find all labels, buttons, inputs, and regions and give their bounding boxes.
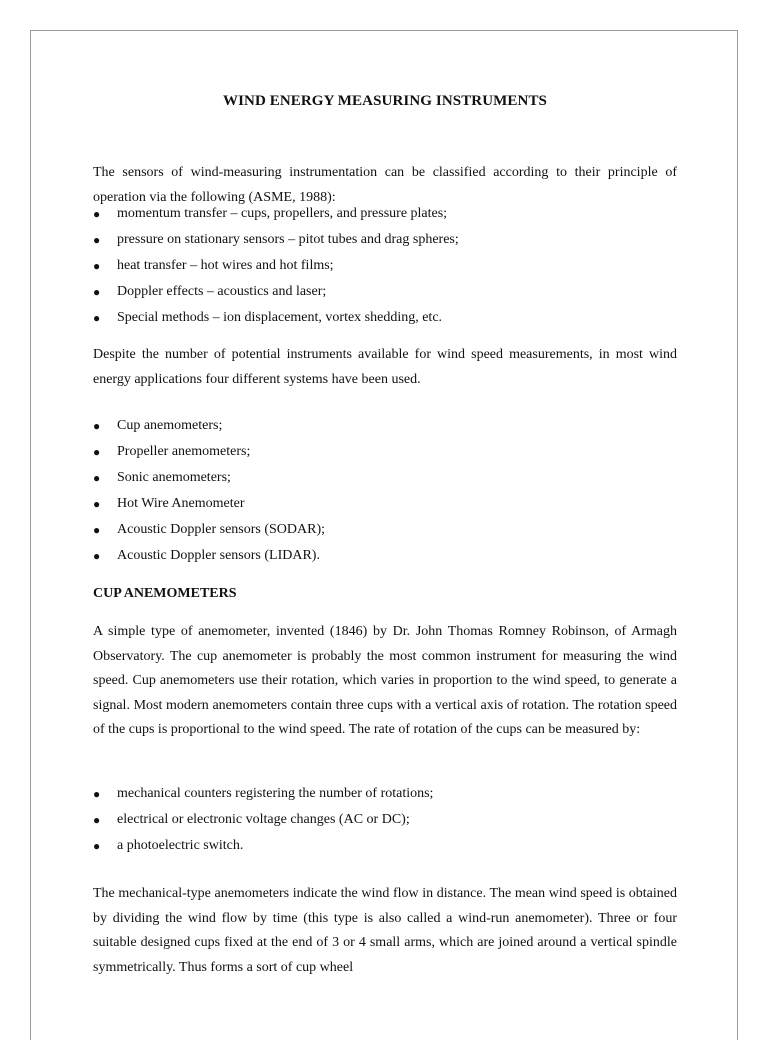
bullet-icon: ● <box>93 445 101 459</box>
bullet-icon: ● <box>93 549 101 563</box>
list-item: ● Doppler effects – acoustics and laser; <box>93 279 677 305</box>
list-item: ● heat transfer – hot wires and hot films; <box>93 253 677 279</box>
page-title: WIND ENERGY MEASURING INSTRUMENTS <box>222 93 548 109</box>
bullet-icon: ● <box>93 787 101 801</box>
cup-paragraph: A simple type of anemometer, invented (1846) by Dr. John Thomas Romney Robinson, of Armagh Observatory. The cup anemometer is probably the most common instrument for measuring the wind speed. Cup anemometers use their rotation, which varies in proportion to the wind speed, to generate a signal. Most modern anemometers contain three cups with a vertical axis of rotation. The rotation speed of the cups is proportional to the wind speed. The rate of rotation of the cups can be measured by: <box>93 624 677 737</box>
bullet-icon: ● <box>93 813 101 827</box>
systems-intro-paragraph: Despite the number of potential instruments available for wind speed measurements, in most wind energy applications four different systems have been used. <box>93 347 677 387</box>
mechanical-paragraph: The mechanical-type anemometers indicate the wind flow in distance. The mean wind speed is obtained by dividing the wind flow by time (this type is also called a wind-run anemometer). Three or four suitable designed cups fixed at the end of 3 or 4 small arms, which are joined around a vertical spindle symmetrically. Thus forms a sort of cup wheel <box>93 886 677 975</box>
list-item: ● Sonic anemometers; <box>93 465 677 491</box>
list-item: ● electrical or electronic voltage changes (AC or DC); <box>93 807 677 833</box>
intro-paragraph: The sensors of wind-measuring instrumentation can be classified according to their principle of operation via the following (ASME, 1988): <box>93 165 677 205</box>
principles-list <box>93 201 677 331</box>
bullet-icon: ● <box>93 523 101 537</box>
bullet-icon: ● <box>93 259 101 273</box>
document-page <box>30 30 738 1040</box>
section-heading: CUP ANEMOMETERS <box>93 586 237 601</box>
bullet-icon: ● <box>93 839 101 853</box>
bullet-icon: ● <box>93 207 101 221</box>
list-item: ● Hot Wire Anemometer <box>93 491 677 517</box>
list-item: ● Cup anemometers; <box>93 413 677 439</box>
bullet-icon: ● <box>93 471 101 485</box>
list-item: ● mechanical counters registering the number of rotations; <box>93 781 677 807</box>
list-item: ● a photoelectric switch. <box>93 833 677 859</box>
bullet-icon: ● <box>93 419 101 433</box>
list-item: ● momentum transfer – cups, propellers, and pressure plates; <box>93 201 677 227</box>
list-item: ● Acoustic Doppler sensors (LIDAR). <box>93 543 677 569</box>
list-item: ● Special methods – ion displacement, vortex shedding, etc. <box>93 305 677 331</box>
systems-list <box>93 413 677 569</box>
list-item: ● pressure on stationary sensors – pitot tubes and drag spheres; <box>93 227 677 253</box>
bullet-icon: ● <box>93 285 101 299</box>
list-item: ● Propeller anemometers; <box>93 439 677 465</box>
bullet-icon: ● <box>93 233 101 247</box>
measure-methods-list <box>93 781 677 859</box>
bullet-icon: ● <box>93 497 101 511</box>
bullet-icon: ● <box>93 311 101 325</box>
list-item: ● Acoustic Doppler sensors (SODAR); <box>93 517 677 543</box>
